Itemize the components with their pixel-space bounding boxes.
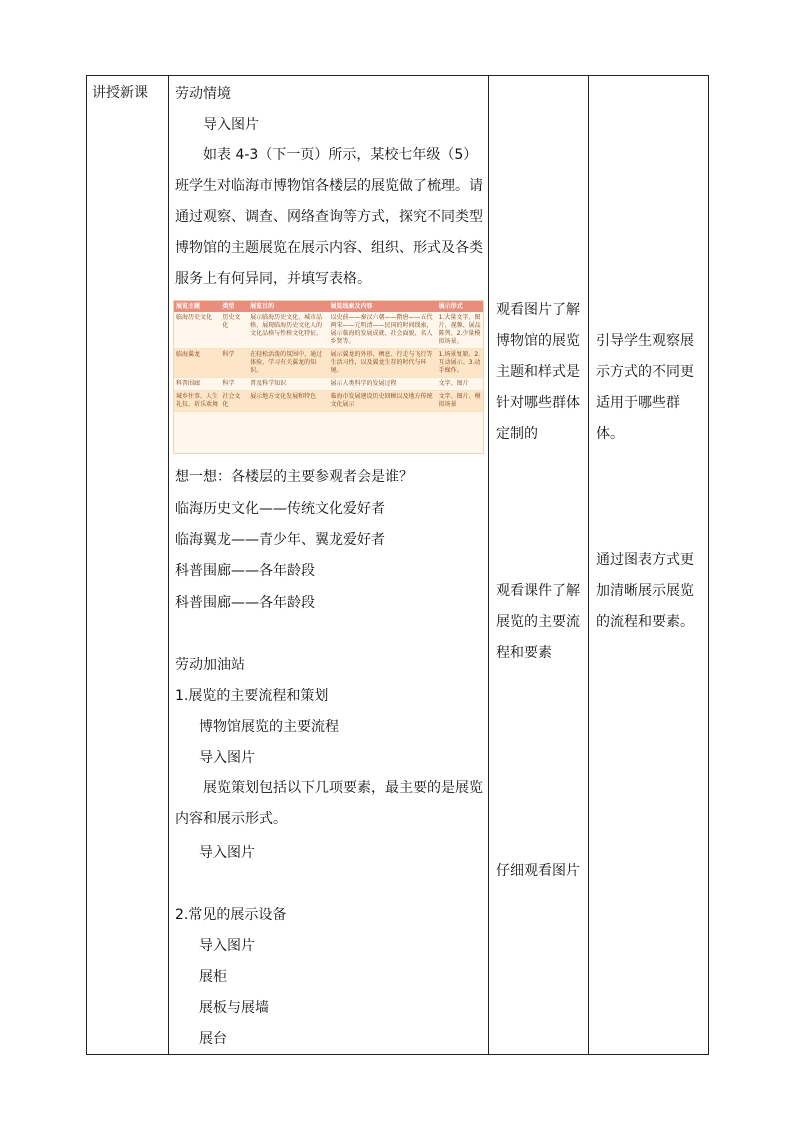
answer-line: 科普围廊——各年龄段 <box>175 595 315 611</box>
student-activity: 观看课件了解展览的主要流程和要素 <box>496 583 580 661</box>
exhibition-table <box>174 301 483 412</box>
question-text: 想一想：各楼层的主要参观者会是谁？ <box>175 469 413 485</box>
column-divider <box>488 75 489 1054</box>
point-subheading: 博物馆展览的主要流程 <box>199 719 339 735</box>
design-intent: 通过图表方式更加清晰展示展览的流程和要素。 <box>596 552 694 630</box>
column-divider <box>168 75 169 1054</box>
table-cell: 展示翼龙的外形、栖息、行走与飞行等生活习性，以及翼龙生存的时代与环境。 <box>328 349 436 378</box>
insert-image-note: 导入图片 <box>199 938 255 954</box>
insert-image-note: 导入图片 <box>203 117 259 133</box>
design-intent: 引导学生观察展示方式的不同更适用于哪些群体。 <box>596 333 694 442</box>
table-cell: 科普围廊 <box>174 378 220 391</box>
table-cell: 在轻松活泼的氛围中，通过体验，学习有关翼龙的知识。 <box>248 349 328 378</box>
student-activity: 观看图片了解博物馆的展览主题和样式是针对哪些群体定制的 <box>496 302 580 442</box>
insert-image-note: 导入图片 <box>199 750 255 766</box>
table-cell: 科学 <box>220 378 248 391</box>
answer-line: 临海翼龙——青少年、翼龙爱好者 <box>175 532 385 548</box>
table-cell: 社会文化 <box>220 391 248 412</box>
table-header: 展览目的 <box>248 301 328 312</box>
table-row <box>174 312 483 349</box>
table-cell: 临海翼龙 <box>174 349 220 378</box>
table-cell: 展示地方文化发展和特色 <box>248 391 328 412</box>
equipment-item: 展台 <box>199 1031 227 1047</box>
table-cell: 文字、图片 <box>437 378 483 391</box>
point-heading: 1.展览的主要流程和策划 <box>175 688 329 704</box>
table-cell: 展示临海历史文化、城市品格，展现临海历史文化人的文化品格与性格文化特征。 <box>248 312 328 349</box>
table-cell: 临海历史文化 <box>174 312 220 349</box>
table-header-row <box>174 301 483 312</box>
table-header: 展览主题 <box>174 301 220 312</box>
intro-paragraph: 如表 4-3（下一页）所示，某校七年级（5）班学生对临海市博物馆各楼层的展览做了梳理。请通过观察、调查、网络查询等方式，探究不同类型博物馆的主题展览在展示内容、组织、形式及各类服务上有何异同，并填写表格。 <box>175 147 483 287</box>
table-cell: 普及科学知识 <box>248 378 328 391</box>
table-header: 类型 <box>220 301 248 312</box>
point-heading: 2.常见的展示设备 <box>175 907 287 923</box>
table-cell: 历史文化 <box>220 312 248 349</box>
exhibition-table-image <box>173 300 484 454</box>
answer-line: 临海历史文化——传统文化爱好者 <box>175 501 385 517</box>
table-cell: 1.场景复原。2.互动展示。3.动手操作。 <box>437 349 483 378</box>
section-title: 劳动加油站 <box>175 657 245 673</box>
table-cell: 临海市发展建设历史回顾以及地方传统文化展示 <box>328 391 436 412</box>
answer-line: 科普围廊——各年龄段 <box>175 563 315 579</box>
table-cell: 科学 <box>220 349 248 378</box>
table-cell: 城乡往事、人生礼仪、祈乐欢舞 <box>174 391 220 412</box>
table-cell: 以史前——秦汉六朝——隋唐——五代两宋——元明清——民国的时间线索，展示临海的发展成就、社会面貌、名人乡贤等。 <box>328 312 436 349</box>
insert-image-note: 导入图片 <box>199 845 255 861</box>
section-title: 劳动情境 <box>175 86 231 102</box>
equipment-item: 展柜 <box>199 969 227 985</box>
table-header: 展览线索及内容 <box>328 301 436 312</box>
column-divider <box>588 75 589 1054</box>
table-header: 展示形式 <box>437 301 483 312</box>
table-cell: 1.大量文字、图片、视频、展品陈列。2.少量模拟场景。 <box>437 312 483 349</box>
table-cell: 展示人类科学的发展过程 <box>328 378 436 391</box>
table-row <box>174 378 483 391</box>
table-row <box>174 391 483 412</box>
stage-label: 讲授新课 <box>92 85 148 101</box>
table-row <box>174 349 483 378</box>
equipment-item: 展板与展墙 <box>199 1000 269 1016</box>
planning-paragraph: 展览策划包括以下几项要素，最主要的是展览内容和展示形式。 <box>175 780 483 827</box>
student-activity: 仔细观看图片 <box>496 863 580 879</box>
table-cell: 文字、图片、模拟场景 <box>437 391 483 412</box>
